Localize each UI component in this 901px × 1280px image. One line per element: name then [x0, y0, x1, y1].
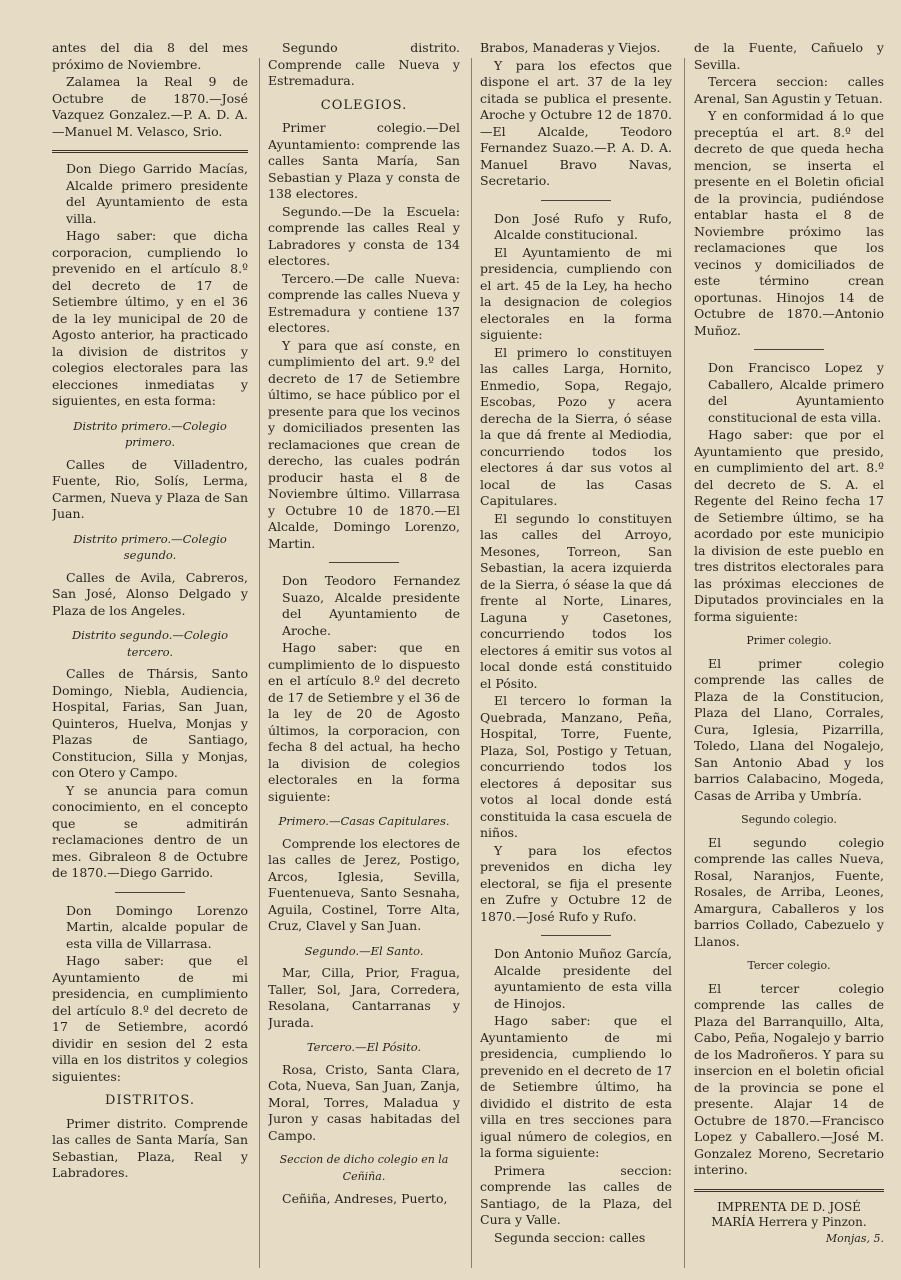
column-3 [480, 40, 672, 1275]
column-rule [259, 58, 260, 1268]
paragraph: Hago saber: que por el Ayuntamiento que presido, en cumplimiento del art. 8.º del decreto de S. A. el Regente del Reino fecha 17 de Setiembre último, se ha acordado por este municipio la division de este pueblo en tres distritos electorales para las próximas elecciones de Diputados provinciales en la forma siguiente: [694, 427, 884, 624]
short-divider [754, 349, 824, 350]
paragraph: Primera seccion: comprende las calles de Santiago, de la Plaza, del Cura y Valle. [480, 1162, 672, 1227]
paragraph: El tercero lo forman la Quebrada, Manzano, Peña, Hospital, Torre, Fuente, Plaza, Sol, Postigo y Tetuan, concurriendo todos los electores á depositar sus votos al local donde está constituida la casa escuela de niños. [480, 693, 672, 840]
paragraph: antes del dia 8 del mes próximo de Noviembre. [52, 40, 248, 72]
paragraph: Tercera seccion: calles Arenal, San Agustin y Tetuan. [694, 74, 884, 106]
notice-heading: Don Diego Garrido Macías, Alcalde primero presidente del Ayuntamiento de esta villa. [66, 161, 248, 226]
paragraph: Y para los efectos prevenidos en dicha ley electoral, se fija el presente en Zufre y Octubre 12 de 1870.—José Rufo y Rufo. [480, 842, 672, 924]
paragraph: Calles de Thársis, Santo Domingo, Niebla, Audiencia, Hospital, Farias, San Juan, Quinteros, Huelva, Monjas y Plazas de Santiago, Constitucion, Silla y Monjas, con Otero y Campo. [52, 666, 248, 780]
paragraph: El primer colegio comprende las calles de Plaza de la Constitucion, Plaza del Llano, Corrales, Cura, Iglesia, Pizarrilla, Toledo, Llana del Nogalejo, San Antonio Abad y los barrios Calabacino, Mogeda, Casas de Arriba y Umbría. [694, 655, 884, 803]
paragraph: Calles de Villadentro, Fuente, Rio, Solís, Lerma, Carmen, Nueva y Plaza de San Juan. [52, 456, 248, 521]
signature: Zalamea la Real 9 de Octubre de 1870.—José Vazquez Gonzalez.—P. A. D. A. —Manuel M. Velasco, Srio. [52, 74, 248, 139]
subheading: Segundo.—El Santo. [304, 943, 424, 958]
paragraph: Hago saber: que el Ayuntamiento de mi presidencia, cumpliendo lo prevenido en el decreto de 17 de Setiembre último, ha dividido el distrito de esta villa en tres secciones para igual número de colegios, en la forma siguiente: [480, 1013, 672, 1160]
paragraph: Calles de Avila, Cabreros, San José, Alonso Delgado y Plaza de los Angeles. [52, 569, 248, 618]
subheading: Primero.—Casas Capitulares. [278, 814, 450, 828]
notice-heading: Don Antonio Muñoz García, Alcalde presidente del ayuntamiento de esta villa de Hinojos. [494, 946, 672, 1011]
subheading: Segundo colegio. [741, 813, 837, 826]
section-title: COLEGIOS. [320, 97, 408, 113]
subheading: Tercero.—El Pósito. [306, 1040, 422, 1054]
paragraph: Comprende los electores de las calles de Jerez, Postigo, Arcos, Iglesia, Sevilla, Fuentenueva, Santo Sesnaha, Aguila, Costinel, Torre Alta, Cruz, Clavel y San Juan. [268, 835, 460, 933]
notice-heading: Don José Rufo y Rufo, Alcalde constitucional. [494, 210, 672, 242]
paragraph: Mar, Cilla, Prior, Fragua, Taller, Sol, Jara, Corredera, Resolana, Cantarranas y Jurada. [268, 965, 460, 1030]
paragraph: Hago saber: que el Ayuntamiento de mi presidencia, en cumplimiento del artículo 8.º del decreto de 17 de Setiembre, acordó dividir en sesion del 2 esta villa en los distritos y colegios siguientes: [52, 953, 248, 1084]
paragraph: Y se anuncia para comun conocimiento, en el concepto que se admitirán reclamaciones dentro de un mes. Gibraleon 8 de Octubre de 1870.—Diego Garrido. [52, 782, 248, 880]
short-divider [329, 562, 399, 563]
paragraph: Hago saber: que en cumplimiento de lo dispuesto en el artículo 8.º del decreto de 17 de Setiembre y el 36 de la ley de 20 de Agosto últimos, la corporacion, con fecha 8 del actual, ha hecho la division de colegios electorales en la forma siguiente: [268, 640, 460, 804]
paragraph: El Ayuntamiento de mi presidencia, cumpliendo con el art. 45 de la Ley, ha hecho la designacion de colegios electorales en la forma siguiente: [480, 244, 672, 342]
column-2 [268, 40, 460, 1275]
paragraph: Tercero.—De calle Nueva: comprende las calles Nueva y Estremadura y contiene 137 electores. [268, 270, 460, 335]
subheading: Distrito segundo.—Colegio tercero. [71, 628, 229, 659]
notice-heading: Don Teodoro Fernandez Suazo, Alcalde presidente del Ayuntamiento de Aroche. [282, 573, 460, 638]
section-title: DISTRITOS. [105, 1093, 195, 1108]
paragraph: Rosa, Cristo, Santa Clara, Cota, Nueva, San Juan, Zanja, Moral, Torres, Maladua y Juron y casas habitadas del Campo. [268, 1061, 460, 1143]
column-1 [52, 40, 248, 1275]
short-divider [541, 935, 611, 936]
paragraph: El segundo colegio comprende las calles Nueva, Rosal, Naranjos, Fuente, Rosales, de Arriba, Leones, Amargura, Caballeros y los barrios Collado, Cabezuelo y Llanos. [694, 834, 884, 949]
column-rule [684, 58, 685, 1268]
imprint-divider [694, 1189, 884, 1192]
notice-heading: Don Francisco Lopez y Caballero, Alcalde primero del Ayuntamiento constitucional de esta villa. [708, 360, 884, 425]
paragraph: Y para que así conste, en cumplimiento del art. 9.º del decreto de 17 de Setiembre último, se hace público por el presente para que los vecinos y domiciliados presenten las reclamaciones que crean de derecho, las cuales podrán producir hasta el 8 de Noviembre último. Villarrasa y Octubre 10 de 1870.—El Alcalde, Domingo Lorenzo, Martin. [268, 337, 460, 551]
paragraph: Segunda seccion: calles [494, 1229, 646, 1245]
short-divider [115, 892, 185, 893]
paragraph: Ceñiña, Andreses, Puerto, [282, 1191, 448, 1206]
notice-heading: Don Domingo Lorenzo Martin, alcalde popular de esta villa de Villarrasa. [66, 902, 248, 951]
section-divider [52, 150, 248, 153]
subheading: Tercer colegio. [747, 959, 831, 972]
paragraph: Y para los efectos que dispone el art. 37 de la ley citada se publica el presente. Aroche y Octubre 12 de 1870.—El Alcalde, Teodoro Fernandez Suazo.—P. A. D. A. Manuel Bravo Navas, Secretario. [480, 57, 672, 188]
printer-address: Monjas, 5. [825, 1231, 884, 1245]
short-divider [541, 200, 611, 201]
paragraph: Y en conformidad á lo que preceptúa el art. 8.º del decreto de que queda hecha mencion, se inserta el presente en el Boletin oficial de la provincia, pudiéndose entablar hasta el 8 de Noviembre próximo las reclamaciones que los vecinos y domiciliados de este término crean oportunas. Hinojos 14 de Octubre de 1870.—Antonio Muñoz. [694, 108, 884, 338]
subheading: Distrito primero.—Colegio segundo. [73, 531, 227, 562]
subheading: Distrito primero.—Colegio primero. [73, 418, 227, 449]
paragraph: Segundo distrito. Comprende calle Nueva y Estremadura. [268, 40, 460, 88]
paragraph: El segundo lo constituyen las calles del Arroyo, Mesones, Torreon, San Sebastian, la acera izquierda de la Sierra, ó séase la que dá frente al Norte, Linares, Laguna y Casetones, concurriendo todos los electores á emitir sus votos al local donde está constituido el Pósito. [480, 510, 672, 691]
paragraph: Hago saber: que dicha corporacion, cumpliendo lo prevenido en el artículo 8.º del decreto de 17 de Setiembre último, y en el 36 de la ley municipal de 20 de Agosto anterior, ha practicado la division de distritos y colegios electorales para las elecciones inmediatas y siguientes, en esta forma: [52, 228, 248, 408]
paragraph: El tercer colegio comprende las calles de Plaza del Barranquillo, Alta, Cabo, Peña, Nogalejo y barrio de los Madroñeros. Y para su insercion en el boletin oficial de la provincia se pone el presente. Alajar 14 de Octubre de 1870.—Francisco Lopez y Caballero.—José M. Gonzalez Moreno, Secretario interino. [694, 980, 884, 1177]
subheading: Seccion de dicho colegio en la Ceñiña. [279, 1153, 449, 1183]
paragraph: El primero lo constituyen las calles Larga, Hornito, Enmedio, Sopa, Regajo, Escobas, Pozo y acera derecha de la Sierra, ó séase la que dá frente al Mediodia, concurriendo todos los electores á dar sus votos al local de las Casas Capitulares. [480, 344, 672, 508]
printer-imprint: IMPRENTA DE D. JOSÉ MARÍA Herrera y Pinzon. [711, 1199, 867, 1229]
paragraph: Primer colegio.—Del Ayuntamiento: comprende las calles Santa María, San Sebastian y Plaza y consta de 138 electores. [268, 120, 460, 201]
paragraph: Primer distrito. Comprende las calles de Santa María, San Sebastian, Plaza, Real y Labradores. [52, 1115, 248, 1180]
column-rule [471, 58, 472, 1268]
paragraph: Segundo.—De la Escuela: comprende las calles Real y Labradores y consta de 134 electores. [268, 203, 460, 268]
subheading: Primer colegio. [746, 634, 832, 647]
column-4 [694, 40, 884, 1275]
paragraph: de la Fuente, Cañuelo y Sevilla. [694, 40, 884, 72]
paragraph: Brabos, Manaderas y Viejos. [480, 40, 661, 55]
